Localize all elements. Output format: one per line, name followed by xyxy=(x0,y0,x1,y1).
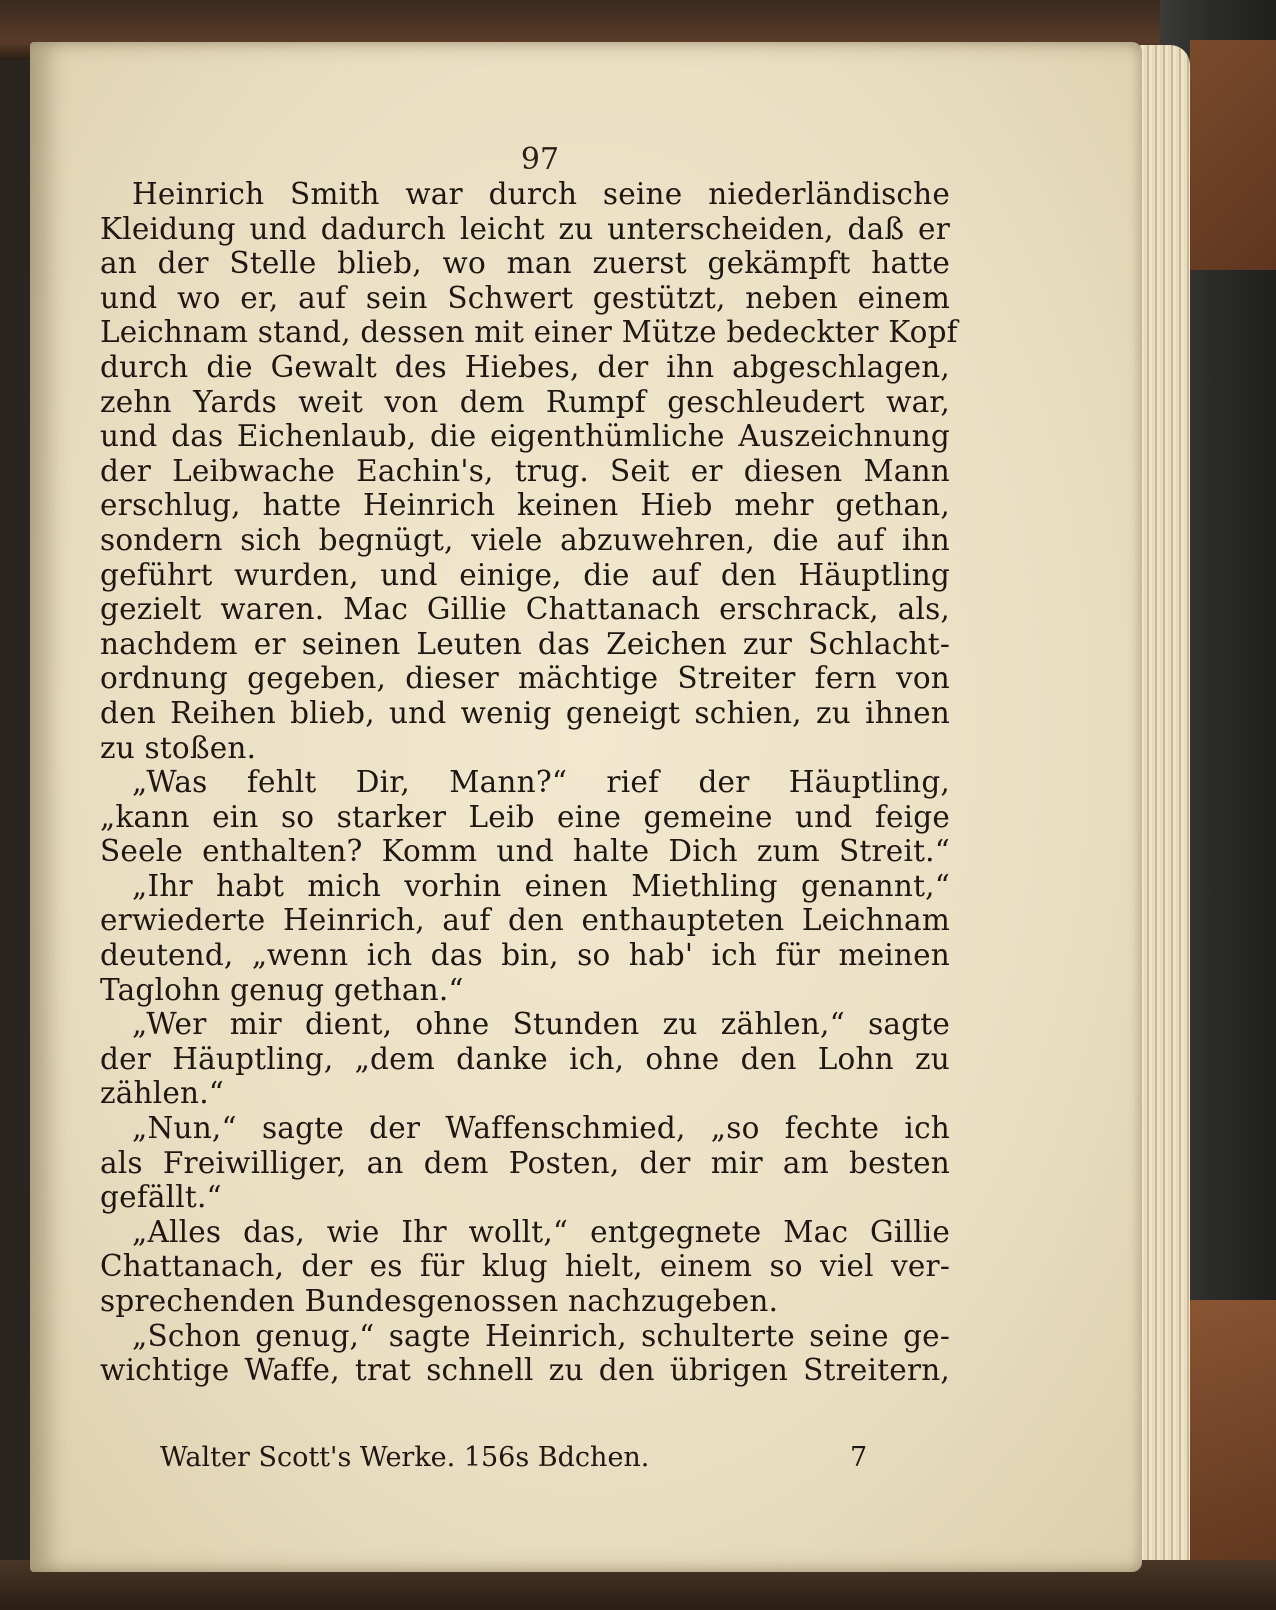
text-line: und wo er, auf sein Schwert gestützt, neben einem xyxy=(100,280,950,315)
text-line: durch die Gewalt des Hiebes, der ihn abgeschlagen, xyxy=(100,349,950,384)
text-line: den Reihen blieb, und wenig geneigt schien, zu ihnen xyxy=(100,695,950,730)
text-line: Chattanach, der es für klug hielt, einem so viel ver- xyxy=(100,1249,950,1284)
text-line: Taglohn genug gethan.“ xyxy=(100,972,464,1007)
text-line: geführt wurden, und einige, die auf den Häuptling xyxy=(100,557,950,592)
page-number: 97 xyxy=(520,142,560,177)
text-line: „Nun,“ sagte der Waffenschmied, „so fechte ich xyxy=(132,1111,950,1146)
text-line: sondern sich begnügt, viele abzuwehren, die auf ihn xyxy=(100,522,950,557)
text-line: Leichnam stand, dessen mit einer Mütze bedeckter Kopf xyxy=(100,315,958,350)
text-line: gezielt waren. Mac Gillie Chattanach erschrack, als, xyxy=(100,592,950,627)
text-line: zu stoßen. xyxy=(100,730,257,765)
text-line: „kann ein so starker Leib eine gemeine und feige xyxy=(100,799,950,834)
text-line: „Schon genug,“ sagte Heinrich, schulterte seine ge- xyxy=(132,1318,950,1353)
text-line: zählen.“ xyxy=(100,1076,225,1111)
footer-signature-line: Walter Scott's Werke. 156s Bdchen. xyxy=(160,1442,650,1473)
text-line: zehn Yards weit von dem Rumpf geschleudert war, xyxy=(100,384,950,419)
text-line: ordnung gegeben, dieser mächtige Streiter fern von xyxy=(100,661,950,696)
text-line: „Was fehlt Dir, Mann?“ rief der Häuptling, xyxy=(132,765,950,800)
text-line: erwiederte Heinrich, auf den enthaupteten Leichnam xyxy=(100,903,950,938)
text-line: Kleidung und dadurch leicht zu unterscheiden, daß er xyxy=(100,211,950,246)
book-page xyxy=(30,42,1142,1572)
text-line: als Freiwilliger, an dem Posten, der mir am besten xyxy=(100,1145,950,1180)
text-line: sprechenden Bundesgenossen nachzugeben. xyxy=(100,1284,779,1318)
text-line: wichtige Waffe, trat schnell zu den übrigen Streitern, xyxy=(100,1353,950,1388)
text-line: der Häuptling, „dem danke ich, ohne den Lohn zu xyxy=(100,1041,950,1076)
text-line: nachdem er seinen Leuten das Zeichen zur Schlacht- xyxy=(100,626,950,661)
text-line: „Wer mir dient, ohne Stunden zu zählen,“ sagte xyxy=(132,1007,950,1042)
text-line: erschlug, hatte Heinrich keinen Hieb mehr gethan, xyxy=(100,488,950,523)
text-line: Seele enthalten? Komm und halte Dich zum Streit.“ xyxy=(100,834,950,869)
text-line: der Leibwache Eachin's, trug. Seit er diesen Mann xyxy=(100,453,950,488)
text-line: an der Stelle blieb, wo man zuerst gekämpft hatte xyxy=(100,246,950,281)
text-line: „Alles das, wie Ihr wollt,“ entgegnete Mac Gillie xyxy=(132,1214,950,1249)
text-line: Heinrich Smith war durch seine niederländische xyxy=(132,177,950,211)
leather-corner-top xyxy=(1190,40,1276,270)
text-line: gefällt.“ xyxy=(100,1180,222,1215)
text-line: deutend, „wenn ich das bin, so hab' ich für meinen xyxy=(100,938,950,973)
text-line: und das Eichenlaub, die eigenthümliche Auszeichnung xyxy=(100,419,950,454)
signature-mark: 7 xyxy=(850,1442,868,1473)
text-line: „Ihr habt mich vorhin einen Miethling genannt,“ xyxy=(132,868,950,903)
body-text xyxy=(100,177,958,1388)
